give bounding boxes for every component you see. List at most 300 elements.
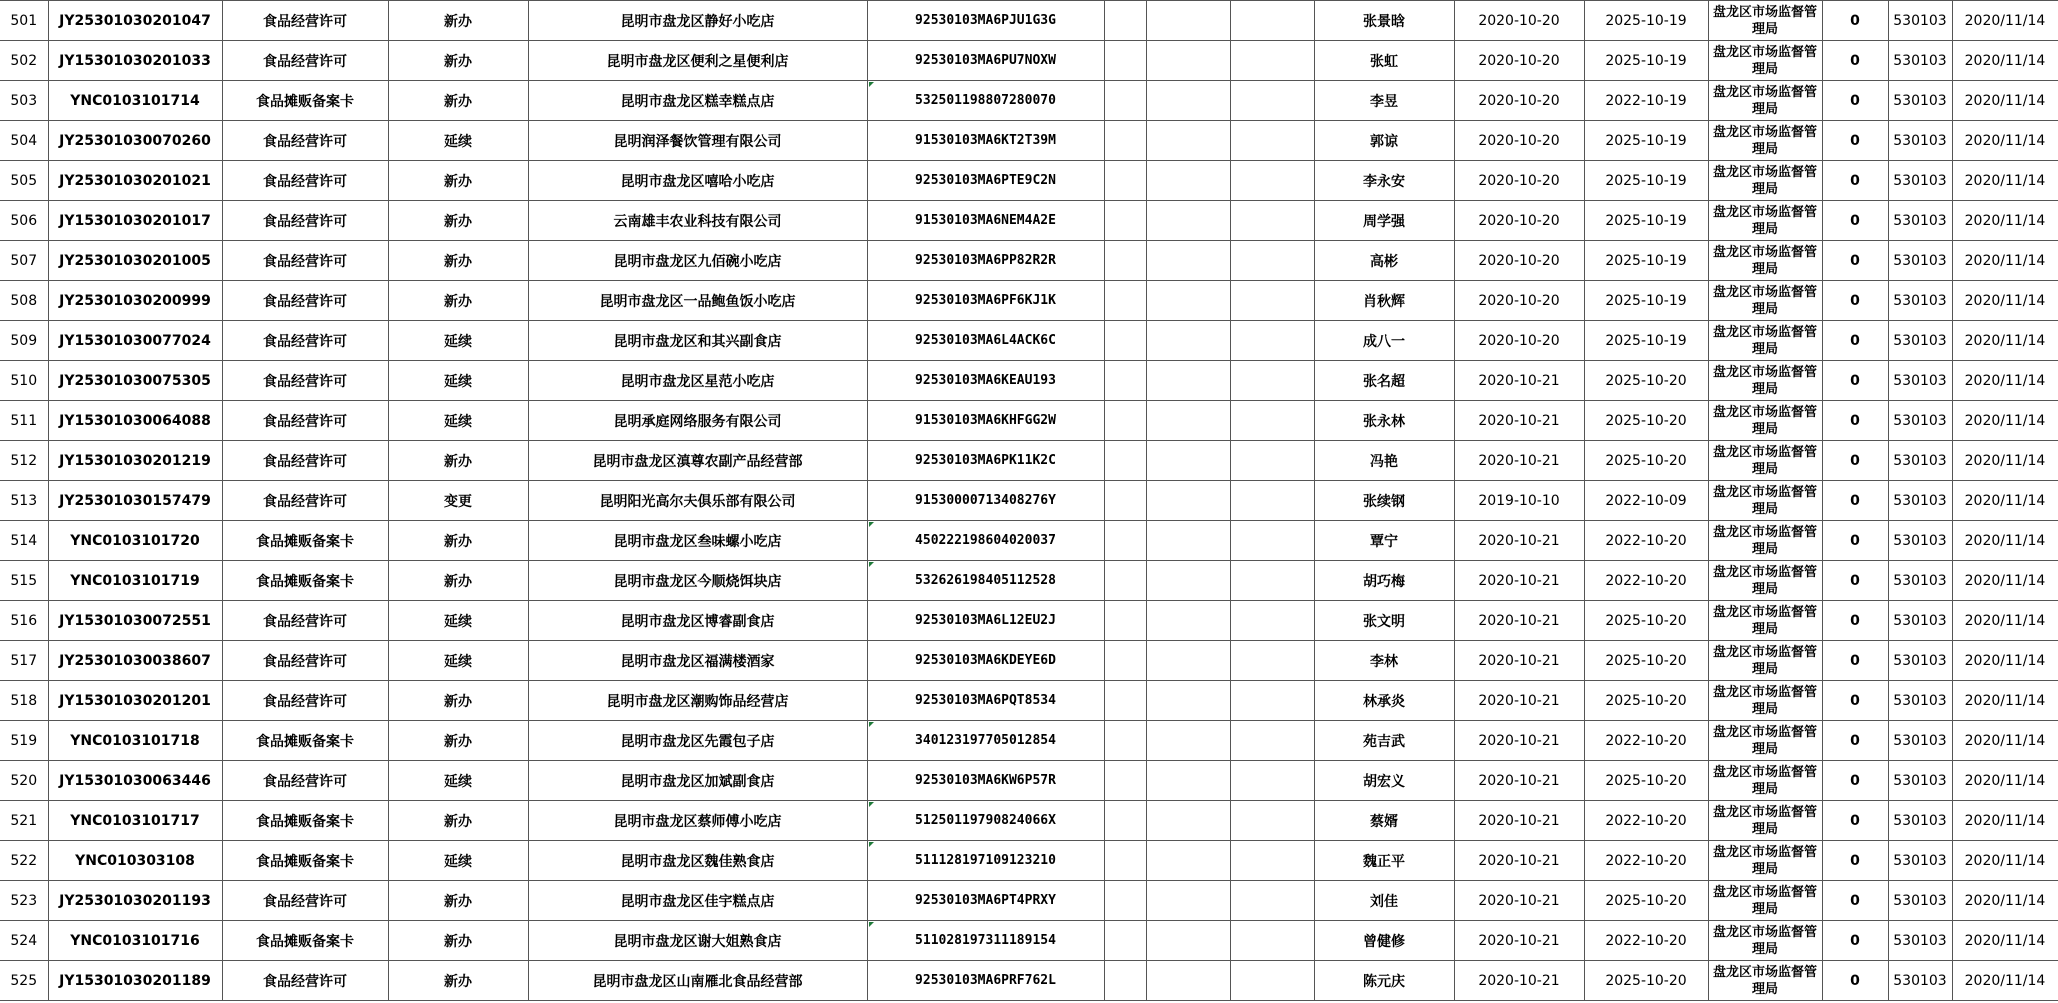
cell-permit-number [48,41,222,81]
cell-authority-text: 盘龙区市场监督管理局 [1712,644,1817,677]
cell-action [388,321,528,361]
cell-empty-3 [1230,681,1314,721]
cell-authority [1708,961,1822,1001]
cell-flag-text: 0 [1850,892,1860,909]
cell-legal-person-text: 冯艳 [1370,453,1398,470]
cell-valid-to [1584,561,1708,601]
cell-license-type [222,481,388,521]
cell-update-date [1952,601,2058,641]
cell-area-code-text: 530103 [1893,132,1947,149]
cell-flag [1822,401,1888,441]
cell-row-number [0,521,48,561]
cell-action-text: 新办 [444,453,472,470]
cell-credit-code-text: 450222198604020037 [915,533,1056,548]
comment-marker-icon [869,842,874,847]
cell-valid-to [1584,281,1708,321]
table-row [0,961,2058,1001]
cell-valid-from [1454,361,1584,401]
cell-permit-number [48,801,222,841]
cell-empty-1 [1104,961,1146,1001]
cell-legal-person [1314,401,1454,441]
cell-business-name-text: 昆明市盘龙区佳宇糕点店 [620,893,775,910]
cell-business-name [528,681,867,721]
cell-business-name-text: 昆明市盘龙区魏佳熟食店 [620,853,775,870]
cell-credit-code [867,401,1104,441]
cell-credit-code [867,801,1104,841]
cell-update-date-text: 2020/11/14 [1964,292,2046,309]
cell-action-text: 新办 [444,813,472,830]
cell-credit-code-text: 92530103MA6PU7NOXW [915,53,1056,68]
cell-credit-code [867,361,1104,401]
cell-update-date-text: 2020/11/14 [1964,972,2046,989]
cell-authority-text: 盘龙区市场监督管理局 [1712,844,1817,877]
cell-license-type [222,601,388,641]
cell-area-code-text: 530103 [1893,692,1947,709]
cell-empty-3 [1230,721,1314,761]
cell-authority [1708,761,1822,801]
cell-row-number [0,561,48,601]
cell-valid-from-text: 2020-10-21 [1478,652,1560,669]
cell-permit-number [48,81,222,121]
cell-action [388,81,528,121]
cell-area-code [1888,801,1952,841]
table-row [0,841,2058,881]
cell-empty-2 [1146,601,1230,641]
cell-permit-number-text: YNC0103101714 [70,92,200,109]
table-row [0,641,2058,681]
cell-authority-text: 盘龙区市场监督管理局 [1712,124,1817,157]
cell-row-number [0,401,48,441]
cell-authority [1708,281,1822,321]
cell-area-code-text: 530103 [1893,492,1947,509]
license-table-body [0,1,2058,1001]
cell-empty-3 [1230,881,1314,921]
cell-authority [1708,841,1822,881]
cell-flag [1822,161,1888,201]
cell-area-code-text: 530103 [1893,452,1947,469]
cell-permit-number [48,641,222,681]
cell-flag [1822,361,1888,401]
cell-empty-1 [1104,681,1146,721]
cell-empty-2 [1146,401,1230,441]
cell-empty-2 [1146,681,1230,721]
cell-flag-text: 0 [1850,132,1860,149]
cell-valid-from [1454,761,1584,801]
table-row [0,241,2058,281]
cell-area-code [1888,201,1952,241]
cell-empty-2 [1146,81,1230,121]
cell-license-type-text: 食品经营许可 [263,693,347,710]
cell-update-date-text: 2020/11/14 [1964,612,2046,629]
cell-flag-text: 0 [1850,732,1860,749]
cell-empty-3 [1230,321,1314,361]
table-row [0,361,2058,401]
cell-authority-text: 盘龙区市场监督管理局 [1712,244,1817,277]
cell-authority [1708,241,1822,281]
cell-empty-1 [1104,161,1146,201]
cell-license-type-text: 食品经营许可 [263,133,347,150]
cell-empty-1 [1104,641,1146,681]
cell-license-type [222,801,388,841]
table-row [0,81,2058,121]
cell-action-text: 延续 [444,373,472,390]
cell-permit-number [48,481,222,521]
cell-update-date-text: 2020/11/14 [1964,852,2046,869]
cell-valid-to-text: 2025-10-20 [1605,452,1687,469]
cell-permit-number-text: JY15301030077024 [59,332,211,349]
cell-valid-from [1454,841,1584,881]
cell-update-date [1952,81,2058,121]
cell-valid-to [1584,721,1708,761]
cell-legal-person-text: 高彬 [1370,253,1398,270]
cell-row-number [0,1,48,41]
cell-empty-3 [1230,241,1314,281]
cell-area-code [1888,1,1952,41]
cell-valid-from [1454,921,1584,961]
cell-legal-person-text: 陈元庆 [1363,973,1405,990]
cell-license-type-text: 食品经营许可 [263,893,347,910]
cell-permit-number-text: JY25301030200999 [59,292,211,309]
table-row [0,801,2058,841]
cell-action [388,761,528,801]
cell-row-number-text: 502 [10,52,38,69]
cell-permit-number-text: JY25301030075305 [59,372,211,389]
cell-flag-text: 0 [1850,532,1860,549]
cell-row-number [0,281,48,321]
cell-action-text: 新办 [444,253,472,270]
cell-authority-text: 盘龙区市场监督管理局 [1712,484,1817,517]
cell-update-date [1952,201,2058,241]
cell-permit-number-text: YNC010303108 [75,852,195,869]
cell-area-code [1888,921,1952,961]
cell-legal-person [1314,801,1454,841]
cell-empty-1 [1104,361,1146,401]
cell-flag [1822,201,1888,241]
cell-authority [1708,481,1822,521]
cell-authority [1708,521,1822,561]
cell-license-type [222,641,388,681]
cell-license-type-text: 食品经营许可 [263,653,347,670]
cell-area-code [1888,41,1952,81]
table-row [0,521,2058,561]
cell-authority-text: 盘龙区市场监督管理局 [1712,804,1817,837]
cell-flag [1822,1,1888,41]
cell-row-number-text: 505 [10,172,38,189]
cell-valid-to [1584,641,1708,681]
cell-flag [1822,681,1888,721]
cell-legal-person-text: 周学强 [1363,213,1405,230]
cell-update-date-text: 2020/11/14 [1964,252,2046,269]
cell-business-name [528,241,867,281]
cell-credit-code [867,1,1104,41]
cell-area-code-text: 530103 [1893,532,1947,549]
cell-authority-text: 盘龙区市场监督管理局 [1712,404,1817,437]
cell-flag-text: 0 [1850,572,1860,589]
cell-update-date-text: 2020/11/14 [1964,572,2046,589]
table-row [0,1,2058,41]
cell-valid-to-text: 2025-10-20 [1605,972,1687,989]
cell-credit-code [867,241,1104,281]
cell-license-type [222,121,388,161]
cell-legal-person [1314,321,1454,361]
cell-valid-from [1454,801,1584,841]
cell-business-name [528,761,867,801]
cell-permit-number [48,201,222,241]
cell-license-type [222,441,388,481]
cell-area-code [1888,481,1952,521]
cell-authority [1708,201,1822,241]
cell-flag [1822,961,1888,1001]
cell-business-name [528,201,867,241]
cell-row-number-text: 507 [10,252,38,269]
cell-area-code-text: 530103 [1893,292,1947,309]
cell-valid-from [1454,601,1584,641]
cell-action [388,441,528,481]
cell-authority-text: 盘龙区市场监督管理局 [1712,684,1817,717]
cell-valid-from-text: 2020-10-20 [1478,292,1560,309]
cell-authority-text: 盘龙区市场监督管理局 [1712,364,1817,397]
cell-license-type [222,681,388,721]
cell-flag [1822,41,1888,81]
cell-credit-code [867,881,1104,921]
cell-update-date-text: 2020/11/14 [1964,212,2046,229]
cell-valid-to-text: 2025-10-19 [1605,332,1687,349]
cell-action-text: 新办 [444,933,472,950]
cell-authority [1708,801,1822,841]
cell-row-number-text: 520 [10,772,38,789]
cell-authority [1708,721,1822,761]
cell-credit-code [867,921,1104,961]
cell-credit-code [867,161,1104,201]
cell-flag [1822,881,1888,921]
cell-permit-number [48,561,222,601]
cell-permit-number [48,361,222,401]
cell-update-date [1952,241,2058,281]
cell-business-name [528,721,867,761]
cell-area-code-text: 530103 [1893,332,1947,349]
cell-credit-code-text: 340123197705012854 [915,733,1056,748]
cell-valid-from-text: 2020-10-21 [1478,852,1560,869]
cell-authority-text: 盘龙区市场监督管理局 [1712,764,1817,797]
cell-license-type [222,761,388,801]
cell-license-type [222,281,388,321]
cell-authority [1708,361,1822,401]
table-row [0,121,2058,161]
cell-credit-code-text: 92530103MA6KW6P57R [915,773,1056,788]
cell-valid-from-text: 2020-10-20 [1478,92,1560,109]
cell-area-code [1888,681,1952,721]
table-row [0,761,2058,801]
cell-license-type-text: 食品经营许可 [263,973,347,990]
cell-flag-text: 0 [1850,12,1860,29]
cell-legal-person [1314,961,1454,1001]
cell-business-name [528,441,867,481]
cell-authority [1708,881,1822,921]
cell-business-name [528,961,867,1001]
cell-authority-text: 盘龙区市场监督管理局 [1712,164,1817,197]
cell-valid-from [1454,41,1584,81]
cell-action-text: 延续 [444,333,472,350]
cell-authority [1708,441,1822,481]
cell-action [388,961,528,1001]
cell-empty-1 [1104,41,1146,81]
cell-valid-to-text: 2025-10-19 [1605,172,1687,189]
cell-authority-text: 盘龙区市场监督管理局 [1712,284,1817,317]
cell-license-type-text: 食品经营许可 [263,373,347,390]
cell-empty-3 [1230,281,1314,321]
cell-empty-1 [1104,801,1146,841]
cell-empty-2 [1146,41,1230,81]
cell-update-date-text: 2020/11/14 [1964,812,2046,829]
cell-valid-to [1584,361,1708,401]
cell-business-name-text: 昆明市盘龙区滇尊农副产品经营部 [592,453,803,470]
cell-empty-2 [1146,161,1230,201]
cell-legal-person [1314,121,1454,161]
cell-area-code-text: 530103 [1893,212,1947,229]
cell-business-name [528,121,867,161]
cell-empty-3 [1230,201,1314,241]
cell-valid-to [1584,761,1708,801]
cell-update-date [1952,41,2058,81]
cell-credit-code-text: 92530103MA6L12EU2J [915,613,1056,628]
cell-area-code-text: 530103 [1893,812,1947,829]
cell-legal-person-text: 张永林 [1363,413,1405,430]
cell-update-date [1952,881,2058,921]
cell-valid-from-text: 2020-10-20 [1478,52,1560,69]
cell-license-type-text: 食品摊贩备案卡 [256,93,354,110]
cell-area-code-text: 530103 [1893,372,1947,389]
cell-area-code [1888,321,1952,361]
cell-authority-text: 盘龙区市场监督管理局 [1712,524,1817,557]
cell-credit-code-text: 92530103MA6KDEYE6D [915,653,1056,668]
cell-authority-text: 盘龙区市场监督管理局 [1712,324,1817,357]
cell-credit-code-text: 511028197311189154 [915,933,1056,948]
cell-flag [1822,281,1888,321]
cell-empty-3 [1230,161,1314,201]
cell-valid-from [1454,881,1584,921]
cell-update-date [1952,481,2058,521]
cell-action [388,481,528,521]
cell-row-number-text: 506 [10,212,38,229]
cell-valid-from [1454,121,1584,161]
cell-empty-2 [1146,721,1230,761]
cell-authority-text: 盘龙区市场监督管理局 [1712,4,1817,37]
cell-row-number [0,961,48,1001]
cell-credit-code [867,201,1104,241]
cell-empty-1 [1104,841,1146,881]
cell-business-name-text: 昆明市盘龙区潮购饰品经营店 [606,693,789,710]
cell-legal-person-text: 张续钢 [1363,493,1405,510]
cell-permit-number [48,921,222,961]
cell-authority-text: 盘龙区市场监督管理局 [1712,84,1817,117]
table-row [0,161,2058,201]
table-row [0,921,2058,961]
cell-valid-from [1454,201,1584,241]
cell-valid-to [1584,881,1708,921]
cell-empty-3 [1230,561,1314,601]
cell-valid-to [1584,921,1708,961]
cell-authority [1708,1,1822,41]
cell-license-type-text: 食品经营许可 [263,773,347,790]
cell-flag-text: 0 [1850,172,1860,189]
cell-legal-person-text: 张虹 [1370,53,1398,70]
cell-flag [1822,561,1888,601]
cell-business-name-text: 昆明市盘龙区糕幸糕点店 [620,93,775,110]
cell-empty-3 [1230,41,1314,81]
cell-license-type [222,1,388,41]
cell-flag-text: 0 [1850,972,1860,989]
cell-area-code-text: 530103 [1893,932,1947,949]
cell-empty-1 [1104,281,1146,321]
cell-valid-from [1454,961,1584,1001]
cell-row-number [0,721,48,761]
cell-license-type [222,161,388,201]
cell-valid-from [1454,281,1584,321]
cell-update-date-text: 2020/11/14 [1964,12,2046,29]
cell-permit-number-text: JY15301030201017 [59,212,211,229]
table-row [0,41,2058,81]
cell-credit-code-text: 511128197109123210 [915,853,1056,868]
cell-valid-from [1454,241,1584,281]
cell-empty-3 [1230,961,1314,1001]
cell-permit-number [48,721,222,761]
cell-update-date [1952,841,2058,881]
cell-legal-person [1314,441,1454,481]
cell-row-number-text: 523 [10,892,38,909]
cell-empty-3 [1230,601,1314,641]
comment-marker-icon [869,922,874,927]
cell-permit-number [48,681,222,721]
cell-permit-number [48,521,222,561]
cell-permit-number-text: YNC0103101719 [70,572,200,589]
cell-update-date [1952,321,2058,361]
cell-business-name [528,161,867,201]
comment-marker-icon [869,722,874,727]
cell-flag-text: 0 [1850,412,1860,429]
cell-valid-from [1454,401,1584,441]
cell-action-text: 延续 [444,413,472,430]
cell-legal-person [1314,921,1454,961]
cell-valid-to [1584,601,1708,641]
cell-valid-from-text: 2020-10-20 [1478,12,1560,29]
cell-flag-text: 0 [1850,52,1860,69]
cell-area-code-text: 530103 [1893,92,1947,109]
cell-valid-to-text: 2022-10-20 [1605,932,1687,949]
cell-action [388,241,528,281]
cell-empty-1 [1104,521,1146,561]
cell-legal-person-text: 苑吉武 [1363,733,1405,750]
cell-area-code [1888,881,1952,921]
cell-credit-code [867,41,1104,81]
cell-credit-code [867,281,1104,321]
cell-valid-from-text: 2020-10-21 [1478,572,1560,589]
cell-update-date-text: 2020/11/14 [1964,52,2046,69]
cell-license-type-text: 食品摊贩备案卡 [256,573,354,590]
table-row [0,441,2058,481]
cell-credit-code-text: 92530103MA6PP82R2R [915,253,1056,268]
cell-legal-person [1314,281,1454,321]
cell-valid-from [1454,81,1584,121]
cell-flag [1822,521,1888,561]
cell-permit-number [48,601,222,641]
cell-legal-person-text: 胡巧梅 [1363,573,1405,590]
table-row [0,601,2058,641]
cell-area-code-text: 530103 [1893,772,1947,789]
cell-update-date-text: 2020/11/14 [1964,172,2046,189]
cell-permit-number-text: JY15301030063446 [59,772,211,789]
cell-legal-person [1314,521,1454,561]
cell-row-number-text: 524 [10,932,38,949]
